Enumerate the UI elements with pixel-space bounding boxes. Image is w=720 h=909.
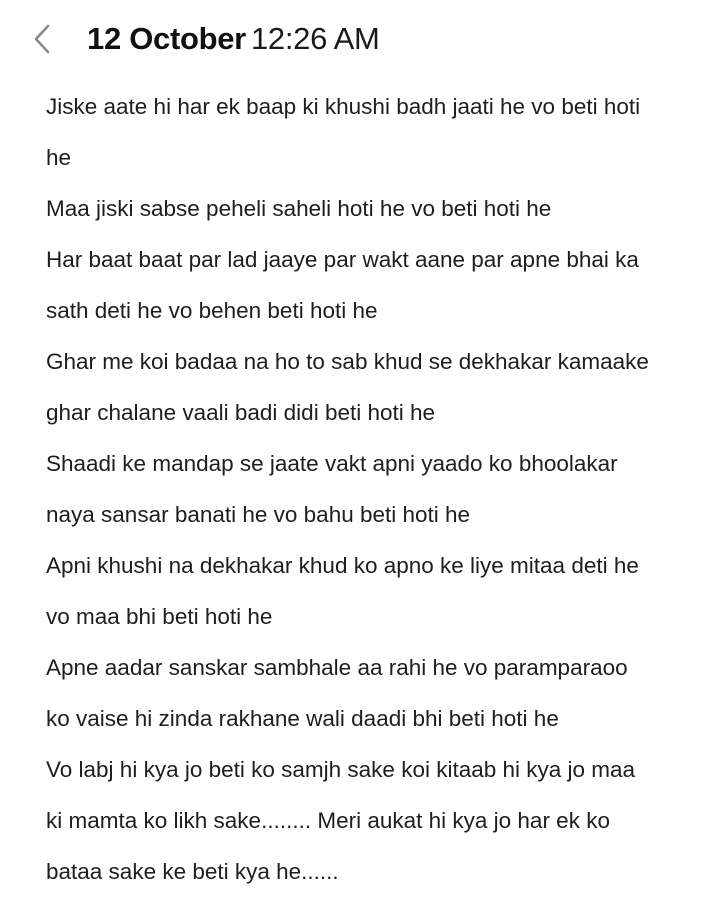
note-line: Ghar me koi badaa na ho to sab khud se dekhakar kamaake <box>46 349 649 374</box>
note-line: he <box>46 145 72 170</box>
note-line: Jiske aate hi har ek baap ki khushi badh jaati he vo beti hoti <box>46 94 641 119</box>
note-header <box>0 0 720 78</box>
note-line: Apni khushi na dekhakar khud ko apno ke liye mitaa deti he <box>46 553 639 578</box>
note-line: Har baat baat par lad jaaye par wakt aane par apne bhai ka <box>46 247 639 272</box>
note-line: Maa jiski sabse peheli saheli hoti he vo beti hoti he <box>46 196 552 221</box>
note-line: vo maa bhi beti hoti he <box>46 604 273 629</box>
note-line: Apne aadar sanskar sambhale aa rahi he vo paramparaoo <box>46 655 628 680</box>
back-button[interactable] <box>26 18 62 60</box>
note-line: ko vaise hi zinda rakhane wali daadi bhi beti hoti he <box>46 706 559 731</box>
note-line: sath deti he vo behen beti hoti he <box>46 298 378 323</box>
note-line: ki mamta ko likh sake........ Meri aukat hi kya jo har ek ko <box>46 808 610 833</box>
note-date: 12 October <box>87 21 246 56</box>
note-title <box>87 19 380 59</box>
note-line: naya sansar banati he vo bahu beti hoti he <box>46 502 471 527</box>
note-line: bataa sake ke beti kya he...... <box>46 859 339 884</box>
note-time: 12:26 AM <box>250 21 380 56</box>
note-line: Shaadi ke mandap se jaate vakt apni yaado ko bhoolakar <box>46 451 618 476</box>
chevron-left-icon <box>26 18 62 60</box>
note-line: ghar chalane vaali badi didi beti hoti he <box>46 400 436 425</box>
note-body[interactable] <box>46 81 706 897</box>
note-line: Vo labj hi kya jo beti ko samjh sake koi kitaab hi kya jo maa <box>46 757 636 782</box>
